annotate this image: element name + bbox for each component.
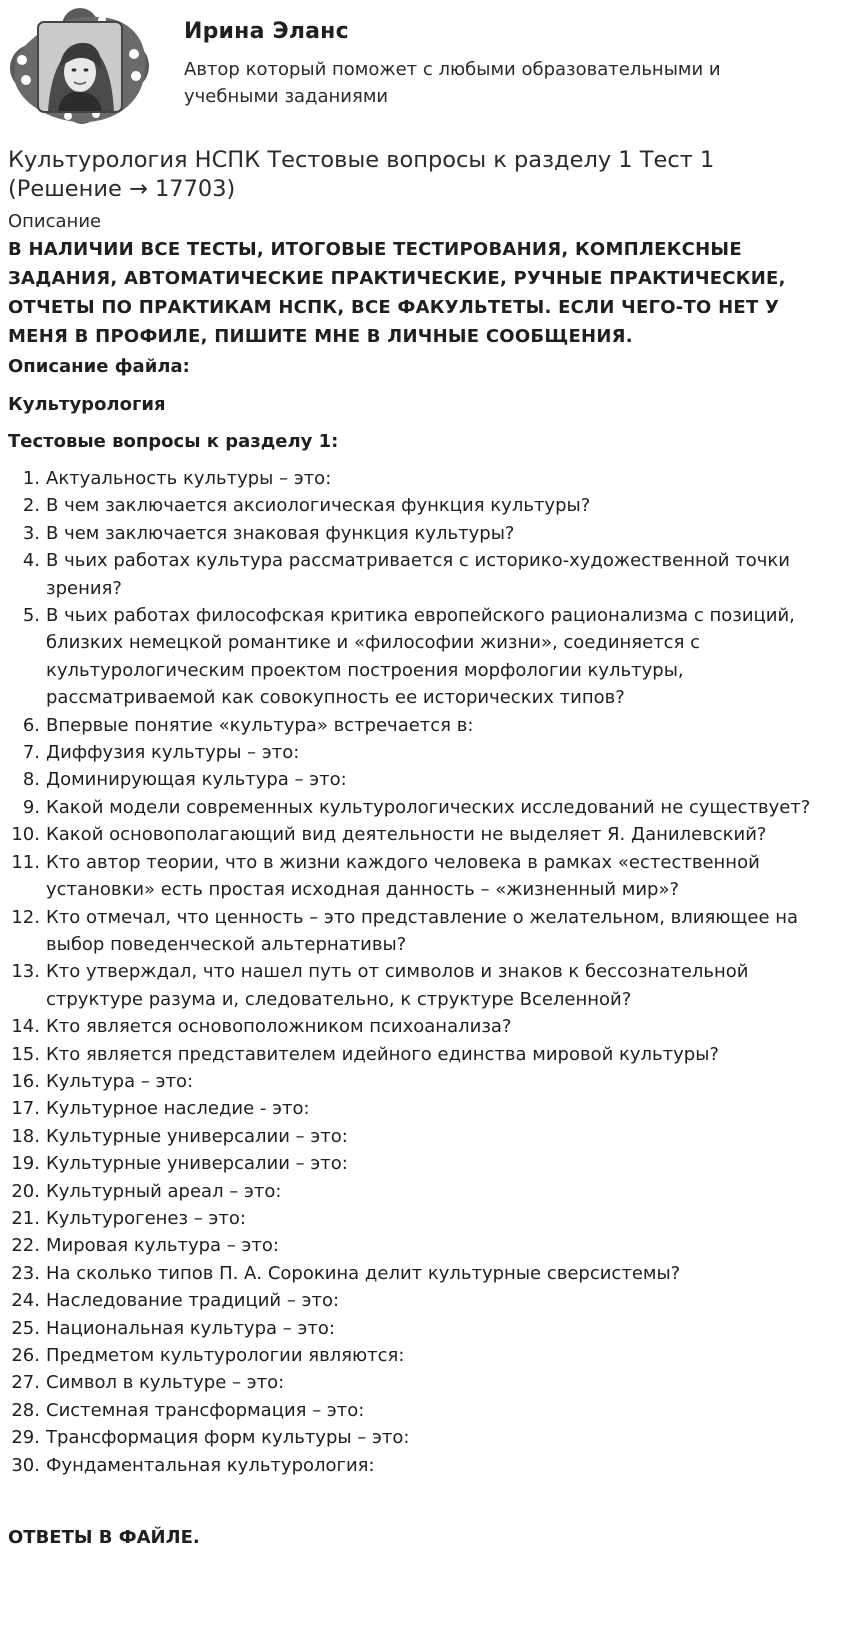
question-number: 3. [22, 522, 40, 544]
question-item [0, 904, 830, 959]
question-number: 23. [11, 1262, 40, 1284]
question-item [0, 1123, 830, 1150]
question-number: 15. [11, 1043, 40, 1065]
question-number: 20. [11, 1180, 40, 1202]
question-text: Культурные универсалии – это: [46, 1153, 348, 1175]
question-number: 21. [11, 1207, 40, 1229]
question-item [0, 1424, 830, 1451]
question-item [0, 821, 830, 848]
question-text: В чем заключается аксиологическая функция культуры? [46, 495, 591, 517]
question-text: В чем заключается знаковая функция культуры? [46, 522, 515, 544]
question-text: Доминирующая культура – это: [46, 769, 347, 791]
question-number: 30. [11, 1454, 40, 1476]
question-text: Диффузия культуры – это: [46, 742, 300, 764]
answers-note: ОТВЕТЫ В ФАЙЛЕ. [8, 1527, 200, 1548]
question-text: Фундаментальная культурология: [46, 1454, 375, 1476]
question-text: Какой модели современных культурологических исследований не существует? [46, 796, 811, 818]
question-text: Культурный ареал – это: [46, 1180, 282, 1202]
description-text: В НАЛИЧИИ ВСЕ ТЕСТЫ, ИТОГОВЫЕ ТЕСТИРОВАНИЯ, КОМПЛЕКСНЫЕ ЗАДАНИЯ, АВТОМАТИЧЕСКИЕ ПРАКТИЧЕСКИЕ, РУЧНЫЕ ПРАКТИЧЕСКИЕ, ОТЧЕТЫ ПО ПРАКТИКАМ НСПК, ВСЕ ФАКУЛЬТЕТЫ. ЕСЛИ ЧЕГО-ТО НЕТ У МЕНЯ В ПРОФИЛЕ, ПИШИТЕ МНЕ В ЛИЧНЫЕ СООБЩЕНИЯ. [8, 239, 786, 347]
question-text: Какой основополагающий вид деятельности не выделяет Я. Данилевский? [46, 824, 767, 846]
question-text: Актуальность культуры – это: [46, 468, 332, 489]
question-number: 6. [22, 714, 40, 736]
question-item [0, 1452, 830, 1479]
question-number: 9. [22, 796, 40, 818]
author-bio: Автор который поможет с любыми образовательными и учебными заданиями [184, 59, 721, 107]
question-text: В чьих работах культура рассматривается с историко-художественной точки зрения? [46, 550, 790, 599]
question-number: 18. [11, 1125, 40, 1147]
question-item [0, 547, 830, 602]
question-item [0, 958, 830, 1013]
question-item [0, 1041, 830, 1068]
question-text: Кто является представителем идейного единства мировой культуры? [46, 1043, 719, 1065]
question-number: 14. [11, 1016, 40, 1038]
question-number: 24. [11, 1290, 40, 1312]
question-item [0, 1150, 830, 1177]
question-text: Культурогенез – это: [46, 1207, 246, 1229]
question-item [0, 1068, 830, 1095]
subject-label: Культурология [8, 394, 166, 415]
question-item [0, 739, 830, 766]
question-item [0, 520, 830, 547]
question-item [0, 712, 830, 739]
question-number: 25. [11, 1317, 40, 1339]
question-text: Национальная культура – это: [46, 1317, 335, 1339]
question-item [0, 602, 830, 712]
question-item [0, 1342, 830, 1369]
question-item [0, 1095, 830, 1122]
question-number: 19. [11, 1153, 40, 1175]
question-number: 5. [22, 605, 40, 627]
question-number: 17. [11, 1098, 40, 1120]
question-item [0, 1205, 830, 1232]
page-title: Культурология НСПК Тестовые вопросы к разделу 1 Тест 1 (Решение → 17703) [8, 147, 715, 202]
description-label: Описание [8, 211, 102, 232]
question-number: 1. [22, 468, 40, 489]
question-text: Культурное наследие - это: [46, 1098, 310, 1120]
question-item [0, 1287, 830, 1314]
question-number: 13. [11, 961, 40, 983]
question-text: Наследование традиций – это: [46, 1290, 340, 1312]
section-heading: Тестовые вопросы к разделу 1: [8, 431, 339, 452]
question-text: В чьих работах философская критика европейского рационализма с позиций, близких немецкой романтике и «философии жизни», соединяется с культурологическим проектом построения морфологии культуры, рассматриваемой как совокупность ее исторических типов? [46, 605, 795, 709]
question-number: 22. [11, 1235, 40, 1257]
author-name[interactable]: Ирина Эланс [184, 19, 349, 44]
question-item [0, 465, 830, 492]
question-number: 10. [11, 824, 40, 846]
author-card [8, 8, 838, 126]
question-text: Символ в культуре – это: [46, 1372, 285, 1394]
question-number: 7. [22, 742, 40, 764]
question-item [0, 1178, 830, 1205]
question-text: На сколько типов П. А. Сорокина делит культурные сверсистемы? [46, 1262, 681, 1284]
question-number: 26. [11, 1345, 40, 1366]
question-text: Культура – это: [46, 1070, 194, 1092]
question-number: 27. [11, 1372, 40, 1394]
question-item [0, 766, 830, 793]
question-item [0, 1315, 830, 1342]
questions-list [0, 465, 830, 1479]
question-text: Кто утверждал, что нашел путь от символов и знаков к бессознательной структуре разума и, следовательно, к структуре Вселенной? [46, 961, 749, 1010]
question-item [0, 1397, 830, 1424]
question-text: Системная трансформация – это: [46, 1399, 365, 1421]
question-item [0, 794, 830, 821]
question-item [0, 849, 830, 904]
question-item [0, 1232, 830, 1259]
question-item [0, 1369, 830, 1396]
question-number: 29. [11, 1427, 40, 1449]
question-text: Кто отмечал, что ценность – это представление о желательном, влияющее на выбор поведенческой альтернативы? [46, 906, 799, 955]
question-text: Кто автор теории, что в жизни каждого человека в рамках «естественной установки» есть простая исходная данность – «жизненный мир»? [46, 851, 760, 901]
question-text: Кто является основоположником психоанализа? [46, 1016, 512, 1038]
question-number: 28. [11, 1399, 40, 1421]
question-text: Впервые понятие «культура» встречается в: [46, 714, 474, 736]
file-description-label: Описание файла: [8, 356, 190, 377]
question-item [0, 1013, 830, 1040]
question-text: Предметом культурологии являются: [46, 1345, 405, 1366]
question-number: 2. [22, 495, 40, 517]
question-text: Мировая культура – это: [46, 1235, 279, 1257]
question-text: Трансформация форм культуры – это: [46, 1427, 410, 1449]
question-number: 4. [22, 550, 40, 572]
film-reel-portrait-icon[interactable] [8, 8, 150, 126]
question-number: 16. [11, 1070, 40, 1092]
question-text: Культурные универсалии – это: [46, 1125, 348, 1147]
question-item [0, 492, 830, 519]
question-number: 8. [22, 769, 40, 791]
question-number: 12. [11, 906, 40, 928]
question-item [0, 1260, 830, 1287]
question-number: 11. [11, 851, 40, 873]
